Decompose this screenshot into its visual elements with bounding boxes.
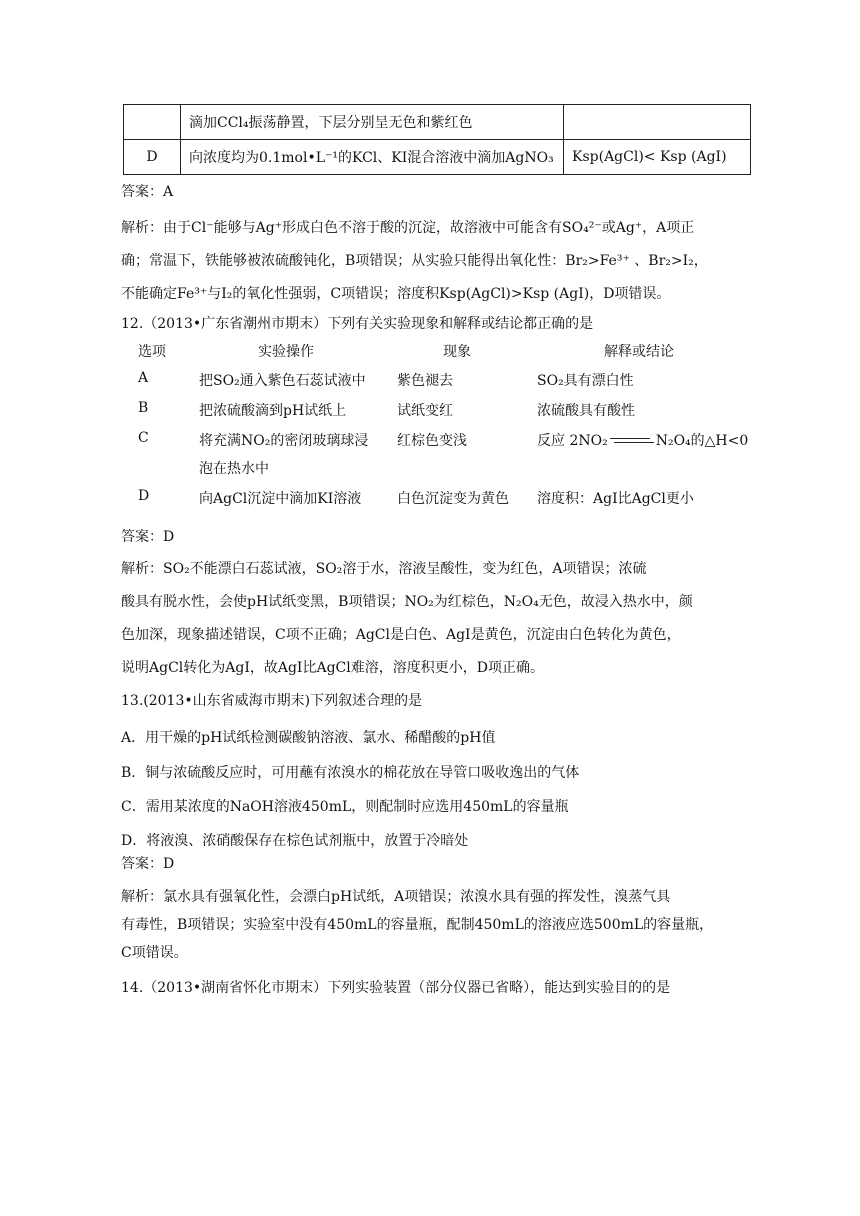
analysis-12-line: 说明AgCl转化为AgI，故AgI比AgCl难溶，溶度积更小，D项正确。 [121,660,544,676]
table-cell-conclusion [564,105,751,140]
header-phenomenon: 现象 [443,344,471,360]
table-cell-conclusion: Ksp(AgCl)< Ksp (AgI) [564,140,751,175]
analysis-13-line: 有毒性，B项错误；实验室中没有450mL的容量瓶，配制450mL的溶液应选500mL的容量瓶， [121,917,714,933]
table-row [124,105,751,140]
row-c-conclusion-reactants: 反应 2NO₂ [537,433,608,449]
analysis-12-line: 解析：SO₂不能漂白石蕊试液，SO₂溶于水，溶液呈酸性，变为红色，A项错误；浓硫 [121,561,647,577]
row-a-conclusion: SO₂具有漂白性 [537,373,634,389]
row-b-option: B [138,400,149,416]
row-a-option: A [138,370,149,386]
question-13-option: A．用干燥的pH试纸检测碳酸钠溶液、氯水、稀醋酸的pH值 [121,730,496,746]
question-12-stem: 12.（2013•广东省潮州市期末）下列有关实验现象和解释或结论都正确的是 [121,316,594,332]
row-d-phenomenon: 白色沉淀变为黄色 [397,491,509,507]
question-13-stem: 13.(2013•山东省威海市期末)下列叙述合理的是 [121,693,423,709]
experiment-table-continued [123,104,751,175]
table-row [124,140,751,175]
header-option: 选项 [138,344,166,360]
row-c-operation-cont: 泡在热水中 [199,461,269,477]
question-13-option: B．铜与浓硫酸反应时，可用蘸有浓溴水的棉花放在导管口吸收逸出的气体 [121,765,580,781]
answer-13: 答案：D [121,856,175,872]
row-c-option: C [138,430,149,446]
equilibrium-arrow-icon [610,436,654,446]
question-13-option: D．将液溴、浓硝酸保存在棕色试剂瓶中，放置于冷暗处 [121,833,469,849]
analysis-12-line: 色加深，现象描述错误，C项不正确；AgCl是白色、AgI是黄色，沉淀由白色转化为黄色， [121,627,681,643]
question-13-option: C．需用某浓度的NaOH溶液450mL，则配制时应选用450mL的容量瓶 [121,799,569,815]
analysis-13-line: 解析：氯水具有强氧化性，会漂白pH试纸，A项错误；浓溴水具有强的挥发性，溴蒸气具 [121,889,671,905]
analysis-13-line: C项错误。 [121,945,188,961]
analysis-11-line: 不能确定Fe³⁺与I₂的氧化性强弱，C项错误；溶度积Ksp(AgCl)>Ksp (AgI)，D项错误。 [121,286,671,302]
table-cell-option [124,105,181,140]
row-d-option: D [138,488,150,504]
question-14-stem: 14.（2013•湖南省怀化市期末）下列实验装置（部分仪器已省略），能达到实验目的的是 [121,980,671,996]
header-conclusion: 解释或结论 [604,344,674,360]
row-a-phenomenon: 紫色褪去 [397,373,453,389]
analysis-11-line: 确；常温下，铁能够被浓硫酸钝化，B项错误；从实验只能得出氧化性：Br₂>Fe³⁺ 、Br₂>I₂， [121,253,708,269]
row-d-operation: 向AgCl沉淀中滴加KI溶液 [199,491,362,507]
answer-12: 答案：D [121,529,175,545]
analysis-12-line: 酸具有脱水性，会使pH试纸变黑，B项错误；NO₂为红棕色，N₂O₄无色，故浸入热水中，颜 [121,594,693,610]
table-cell-operation: 向浓度均为0.1mol•L⁻¹的KCl、KI混合溶液中滴加AgNO₃ [181,140,564,175]
row-c-phenomenon: 红棕色变浅 [397,433,467,449]
row-c-conclusion [537,430,748,450]
row-b-operation: 把浓硫酸滴到pH试纸上 [199,403,347,419]
analysis-11-line: 解析：由于Cl⁻能够与Ag⁺形成白色不溶于酸的沉淀，故溶液中可能含有SO₄²⁻或Ag⁺，A项正 [121,220,695,236]
row-b-phenomenon: 试纸变红 [397,403,453,419]
row-b-conclusion: 浓硫酸具有酸性 [537,403,635,419]
table-cell-operation: 滴加CCl₄振荡静置，下层分别呈无色和紫红色 [181,105,564,140]
row-c-operation: 将充满NO₂的密闭玻璃球浸 [199,433,369,449]
row-d-conclusion: 溶度积：AgI比AgCl更小 [537,491,694,507]
header-operation: 实验操作 [258,344,314,360]
answer-11: 答案：A [121,184,174,200]
row-c-conclusion-products: N₂O₄的△H<0 [655,433,749,449]
table-cell-option: D [124,140,181,175]
row-a-operation: 把SO₂通入紫色石蕊试液中 [199,373,366,389]
